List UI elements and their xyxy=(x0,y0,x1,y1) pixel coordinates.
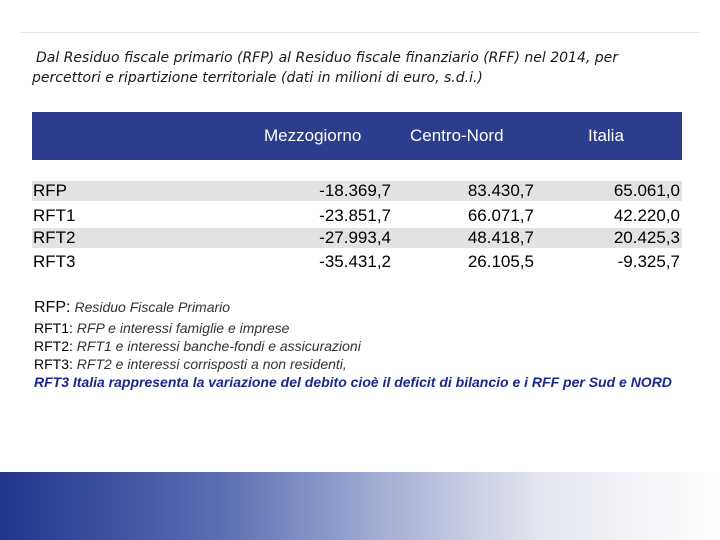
note-text: RFP e interessi famiglie e imprese xyxy=(76,320,290,336)
note-abbr: RFT2: xyxy=(34,338,73,354)
note-text: Residuo Fiscale Primario xyxy=(74,299,231,315)
cell-mezzogiorno: -27.993,4 xyxy=(319,228,391,247)
table-row xyxy=(32,181,682,201)
highlight-note: RFT3 Italia rappresenta la variazione del debito cioè il deficit di bilancio e i RFF per Sud e NORD xyxy=(34,374,672,390)
table-row xyxy=(32,206,682,226)
note-text: RFT1 e interessi banche-fondi e assicurazioni xyxy=(76,338,361,354)
cell-italia: 65.061,0 xyxy=(613,181,680,200)
slide-title xyxy=(32,48,692,88)
note-abbr: RFT3: xyxy=(34,356,73,372)
cell-italia: 20.425,3 xyxy=(613,228,680,247)
note-abbr: RFT1: xyxy=(34,320,73,336)
note-rft3 xyxy=(34,355,694,373)
bottom-gradient-band xyxy=(0,472,720,540)
title-line-1: Dal Residuo fiscale primario (RFP) al Residuo fiscale finanziario (RFF) nel 2014, per xyxy=(36,50,619,66)
cell-italia: 42.220,0 xyxy=(613,206,680,225)
table-row xyxy=(32,228,682,248)
cell-centro-nord: 26.105,5 xyxy=(467,252,534,271)
row-label: RFT1 xyxy=(33,206,76,225)
cell-italia: -9.325,7 xyxy=(617,252,680,271)
table-row xyxy=(32,252,682,272)
cell-centro-nord: 66.071,7 xyxy=(467,206,534,225)
note-rft1 xyxy=(34,319,694,337)
cell-centro-nord: 48.418,7 xyxy=(467,228,534,247)
header-mezzogiorno: Mezzogiorno xyxy=(264,126,362,145)
header-centro-nord: Centro-Nord xyxy=(410,126,504,145)
legend-notes xyxy=(34,298,694,391)
cell-mezzogiorno: -23.851,7 xyxy=(319,206,391,225)
note-text: RFT2 e interessi corrisposti a non residenti, xyxy=(76,356,347,372)
table-header xyxy=(32,112,682,160)
header-italia: Italia xyxy=(588,126,624,145)
note-abbr: RFP: xyxy=(34,299,71,316)
note-rfp xyxy=(34,298,694,317)
top-divider xyxy=(20,32,700,33)
note-rft2 xyxy=(34,337,694,355)
row-label: RFT3 xyxy=(33,252,76,271)
title-line-2: percettori e ripartizione territoriale (dati in milioni di euro, s.d.i.) xyxy=(32,70,483,86)
row-label: RFT2 xyxy=(33,228,76,247)
cell-mezzogiorno: -35.431,2 xyxy=(319,252,391,271)
row-label: RFP xyxy=(33,181,67,200)
cell-mezzogiorno: -18.369,7 xyxy=(319,181,391,200)
cell-centro-nord: 83.430,7 xyxy=(467,181,534,200)
